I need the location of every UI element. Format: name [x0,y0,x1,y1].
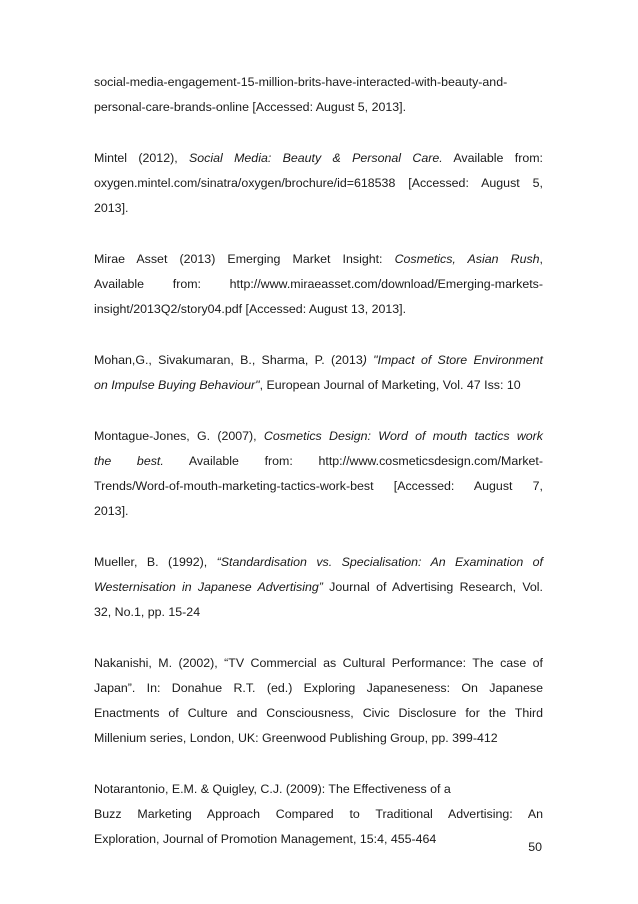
reference-title: Cosmetics Design: Word of mouth tactics work [263,429,543,443]
reference-line: Enactments of Culture and Consciousness, Civic Disclosure for the Third [94,706,543,720]
reference-line: Trends/Word-of-mouth-marketing-tactics-work-best [Accessed: August 7, [94,479,543,493]
reference-line: personal-care-brands-online [Accessed: August 5, 2013]. [94,100,407,114]
reference-title: Cosmetics, Asian Rush [394,252,540,266]
reference-entry [94,777,543,852]
reference-line: Mirae Asset (2013) Emerging Market Insight: Cosmetics, Asian Rush, [94,252,543,266]
reference-title: on Impulse Buying Behaviour" [94,378,260,392]
reference-entry [94,247,543,322]
reference-title: ) "Impact of Store Environment [362,353,543,367]
reference-entry [94,550,543,625]
page-number: 50 [528,840,542,854]
reference-list [94,70,543,878]
reference-title: Social Media: Beauty & Personal Care. [189,151,443,165]
reference-entry [94,146,543,221]
reference-entry [94,348,543,398]
reference-line: Westernisation in Japanese Advertising” Journal of Advertising Research, Vol. [94,580,543,594]
reference-line: 2013]. [94,201,129,215]
reference-line: Exploration, Journal of Promotion Management, 15:4, 455-464 [94,832,437,846]
reference-title: “Standardisation vs. Specialisation: An Examination of [216,555,543,569]
reference-line: Available from: http://www.miraeasset.com/download/Emerging-markets- [94,277,543,291]
reference-line: Nakanishi, M. (2002), “TV Commercial as Cultural Performance: The case of [94,656,543,670]
reference-line: Mohan,G., Sivakumaran, B., Sharma, P. (2013) "Impact of Store Environment [94,353,543,367]
reference-line: Millenium series, London, UK: Greenwood Publishing Group, pp. 399-412 [94,731,498,745]
reference-line: Notarantonio, E.M. & Quigley, C.J. (2009): The Effectiveness of a [94,782,451,796]
reference-line: Mueller, B. (1992), “Standardisation vs. Specialisation: An Examination of [94,555,543,569]
reference-line: Montague-Jones, G. (2007), Cosmetics Design: Word of mouth tactics work [94,429,543,443]
reference-line: the best. Available from: http://www.cosmeticsdesign.com/Market- [94,454,543,468]
reference-title: the best. [94,454,164,468]
reference-entry [94,424,543,524]
reference-line: Buzz Marketing Approach Compared to Traditional Advertising: An [94,807,543,821]
reference-line: social-media-engagement-15-million-brits-have-interacted-with-beauty-and- [94,75,508,89]
reference-line: 2013]. [94,504,129,518]
reference-line: oxygen.mintel.com/sinatra/oxygen/brochure/id=618538 [Accessed: August 5, [94,176,543,190]
reference-line: on Impulse Buying Behaviour", European Journal of Marketing, Vol. 47 Iss: 10 [94,378,521,392]
reference-title: Westernisation in Japanese Advertising” [94,580,323,594]
reference-line: insight/2013Q2/story04.pdf [Accessed: August 13, 2013]. [94,302,407,316]
reference-line: Mintel (2012), Social Media: Beauty & Personal Care. Available from: [94,151,543,165]
reference-entry [94,70,543,120]
reference-entry [94,651,543,751]
reference-line: 32, No.1, pp. 15-24 [94,605,201,619]
reference-line: Japan”. In: Donahue R.T. (ed.) Exploring Japaneseness: On Japanese [94,681,543,695]
